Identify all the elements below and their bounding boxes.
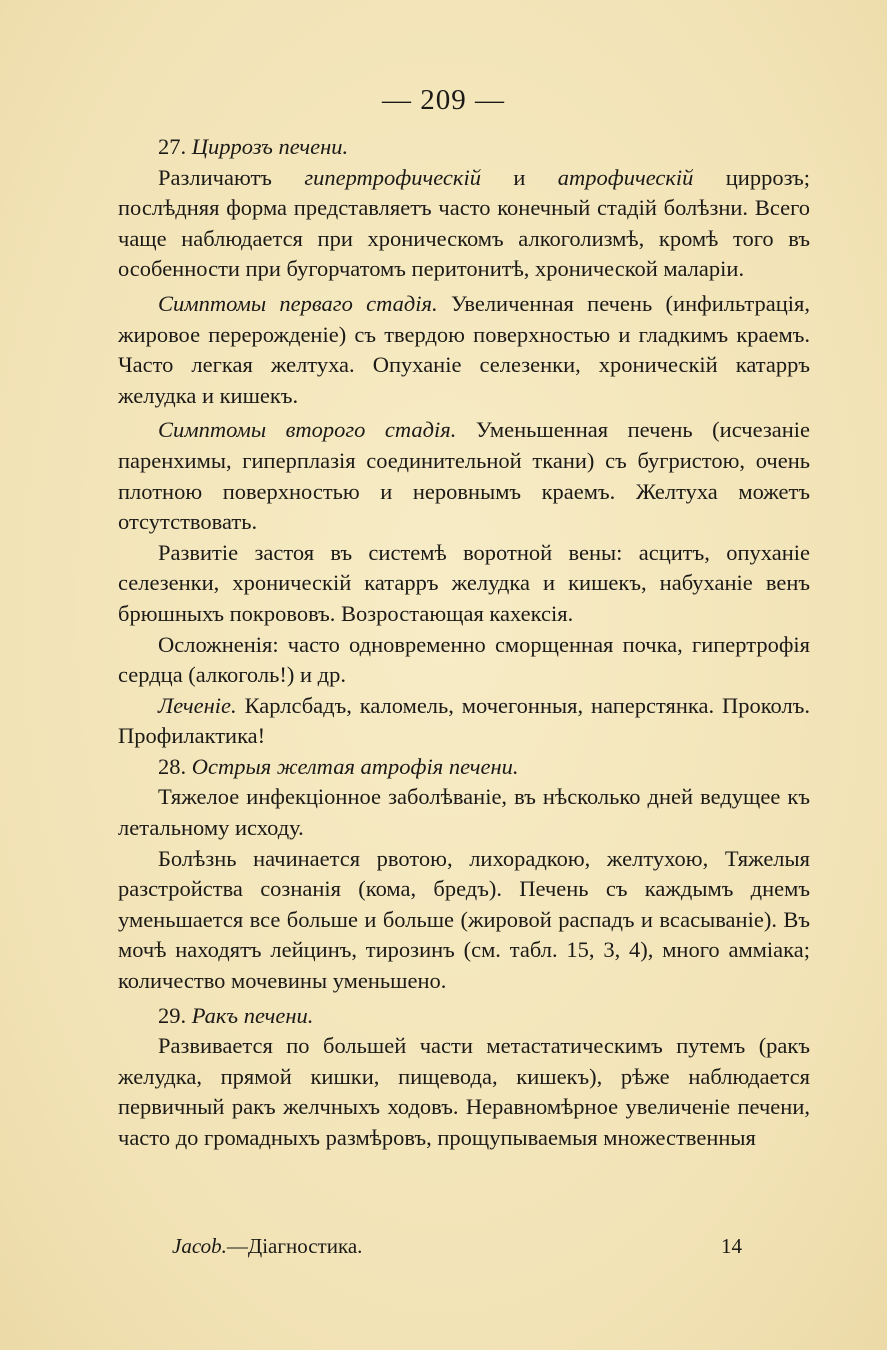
text-run: Различаютъ [158, 164, 305, 190]
text-run: Развивается по большей части метастатическимъ путемъ (ракъ желудка, прямой кишки, пищевода, кишекъ), рѣже наблюдается первичный ракъ желчныхъ ходовъ. Неравномѣрное увеличеніе печени, часто до громадныхъ размѣровъ, прощупываемыя множественныя [118, 1033, 810, 1150]
text-run: Осложненія: часто одновременно сморщенная почка, гипертрофія сердца (алкоголь!) и др. [118, 631, 810, 688]
paragraph [118, 163, 810, 285]
section-heading-29 [118, 1001, 810, 1032]
text-run: Болѣзнь начинается рвотою, лихорадкою, желтухою, Тяжелыя разстройства сознанія (кома, бредъ). Печень съ каждымъ днемъ уменьшается все больше и больше (жировой распадъ и всасываніе). Въ мочѣ находятъ лейцинъ, тирозинъ (см. табл. 15, 3, 4), много амміака; количество мочевины уменьшено. [118, 845, 810, 994]
text-run: Тяжелое инфекціонное заболѣваніе, въ нѣсколько дней ведущее къ летальному исходу. [118, 784, 810, 841]
paragraph [118, 782, 810, 843]
paragraph [118, 630, 810, 691]
italic-run: гипертрофическій [304, 164, 481, 190]
paragraph [118, 415, 810, 537]
paragraph [118, 538, 810, 630]
paragraph [118, 289, 810, 411]
text-run: 29. [158, 1002, 192, 1028]
text-run: и [480, 164, 558, 190]
text-run: 27. [158, 134, 192, 159]
italic-run: Симптомы перваго стадія. [158, 290, 438, 316]
page-body [118, 132, 810, 1154]
footer-title: —Діагностика. [226, 1234, 363, 1258]
italic-run: Острыя желтая атрофія печени. [191, 753, 519, 779]
text-run: Развитіе застоя въ системѣ воротной вены: асцитъ, опуханіе селезенки, хроническій катарръ желудка и кишекъ, набуханіе венъ брюшныхъ покрововъ. Возростающая кахексія. [118, 539, 810, 626]
italic-run: Циррозъ печени. [191, 134, 349, 159]
italic-run: Ракъ печени. [191, 1002, 314, 1028]
text-run: циррозъ; послѣдняя форма представляетъ часто конечный стадій болѣзни. Всего чаще наблюдается при хроническомъ алкоголизмѣ, кромѣ того въ особенности при бугорчатомъ перитонитѣ, хронической маларіи. [118, 164, 810, 282]
section-heading-28 [118, 752, 810, 783]
page-footer [172, 1234, 742, 1259]
section-heading-27 [118, 132, 810, 163]
text-run: Уменьшенная печень (исчезаніе паренхимы, гиперплазія соединительной ткани) съ бугристою, очень плотною поверхностью и неровнымъ краемъ. Желтуха можетъ отсутствовать. [118, 417, 810, 535]
footer-author: Јасоb. [172, 1234, 227, 1258]
page-number-header: — 209 — [382, 84, 505, 116]
paragraph [118, 844, 810, 997]
italic-run: Леченіе. [158, 692, 237, 718]
text-run: 28. [158, 753, 192, 779]
text-run: Увеличенная печень (инфильтрація, жировое перерожденіе) съ твердою поверхностью и гладкимъ краемъ. Часто легкая желтуха. Опуханіе селезенки, хроническій катарръ желудка и кишекъ. [118, 290, 810, 408]
paragraph [118, 691, 810, 752]
footer-sheet-number: 14 [721, 1234, 742, 1258]
italic-run: Симптомы второго стадія. [158, 417, 457, 443]
paragraph [118, 1031, 810, 1153]
italic-run: атрофическій [557, 164, 694, 190]
text-run: Карлсбадъ, каломель, мочегонныя, наперстянка. Проколъ. Профилактика! [118, 692, 810, 749]
